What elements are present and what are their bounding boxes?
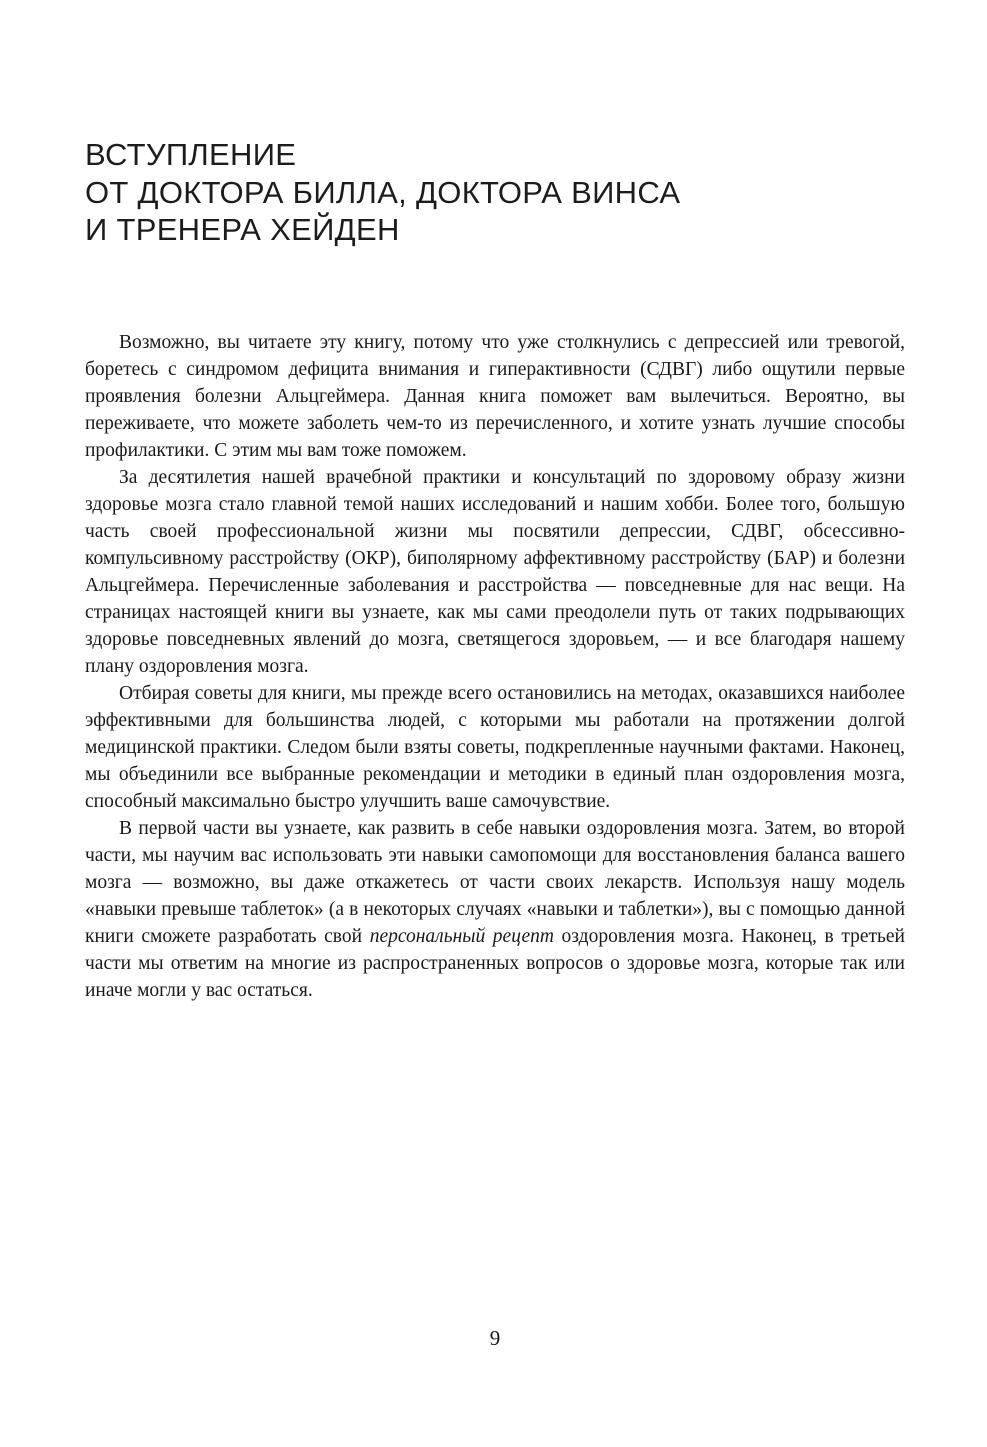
paragraph: За десятилетия нашей врачебной практики и консультаций по здоровому образу жизни здоровье мозга стало главной темой наших исследований и нашим хобби. Более того, большую часть своей профессиональной жизни мы посвятили депрессии, СДВГ, обсессивно-компульсивному расстройству (ОКР), биполярному аффективному расстройству (БАР) и болезни Альцгеймера. Перечисленные заболевания и расстройства — повседневные для нас вещи. На страницах настоящей книги вы узнаете, как мы сами преодолели путь от таких подрывающих здоровье повседневных явлений до мозга, светящегося здоровьем, — и все благодаря нашему плану оздоровления мозга. [85, 466, 905, 677]
body-text [85, 329, 905, 1004]
chapter-title-line-3: И ТРЕНЕРА ХЕЙДЕН [85, 212, 400, 247]
chapter-title [85, 0, 905, 249]
paragraph-run: оздоровления мозга. Наконец, в третьей части мы ответим на многие из распространенных вопросов о здоровье мозга, которые так или иначе могли у вас остаться. [85, 925, 905, 1001]
paragraph: Возможно, вы читаете эту книгу, потому что уже столкнулись с депрессией или тревогой, боретесь с синдромом дефицита внимания и гиперактивности (СДВГ) либо ощутили первые проявления болезни Альцгеймера. Данная книга поможет вам вылечиться. Вероятно, вы переживаете, что можете заболеть чем-то из перечисленного, и хотите узнать лучшие способы профилактики. С этим мы вам тоже поможем. [85, 331, 905, 461]
page-number: 9 [489, 1326, 501, 1350]
paragraph-run-italic: персональный рецепт [369, 925, 554, 947]
paragraph [85, 815, 905, 1004]
chapter-title-line-1: ВСТУПЛЕНИЕ [85, 137, 297, 172]
chapter-title-line-2: ОТ ДОКТОРА БИЛЛА, ДОКТОРА ВИНСА [85, 174, 681, 210]
paragraph-run: В первой части вы узнаете, как развить в себе навыки оздоровления мозга. Затем, во второй части, мы научим вас использовать эти навыки самопомощи для восстановления баланса вашего мозга — возможно, вы даже откажетесь от части своих лекарств. Используя нашу модель «навыки превыше таблеток» (а в некоторых случаях «навыки и таблетки»), вы с помощью данной книги сможете разработать свой [85, 817, 905, 947]
paragraph: Отбирая советы для книги, мы прежде всего остановились на методах, оказавшихся наиболее эффективными для большинства людей, с которыми мы работали на протяжении долгой медицинской практики. Следом были взяты советы, подкрепленные научными фактами. Наконец, мы объединили все выбранные рекомендации и методики в единый план оздоровления мозга, способный максимально быстро улучшить ваше самочувствие. [85, 682, 905, 812]
